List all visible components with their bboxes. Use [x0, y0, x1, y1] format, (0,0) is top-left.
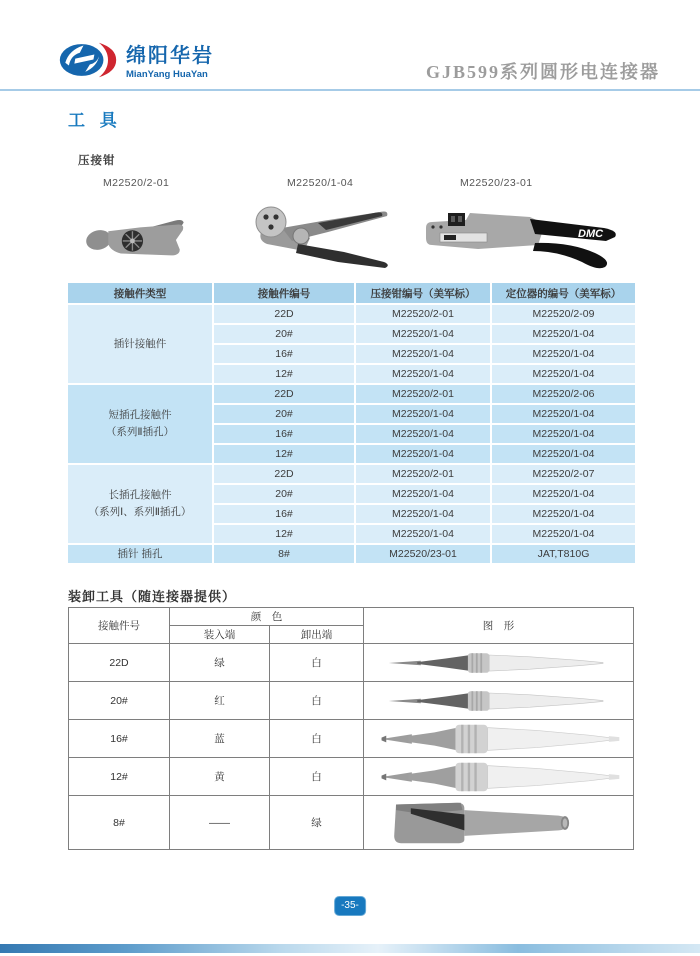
unload-header-row-1 [69, 608, 634, 626]
unload-table-row [69, 644, 634, 682]
col-header-color: 颜 色 [170, 608, 364, 626]
contact-id-cell: 22D [69, 644, 170, 682]
company-name-cn: 绵阳华岩 [126, 44, 214, 67]
crimp-table-cell: M22520/1-04 [491, 324, 636, 344]
contact-id-cell: 20# [69, 682, 170, 720]
crimp-table-cell: M22520/1-04 [491, 424, 636, 444]
crimper-model-3: M22520/23-01 [460, 177, 533, 189]
crimper-image-3 [418, 200, 623, 280]
crimp-table-cell: 20# [213, 324, 355, 344]
crimp-table-cell: M22520/1-04 [355, 344, 491, 364]
col-header-contact-type: 接触件类型 [67, 282, 213, 304]
crimp-table-cell: 12# [213, 444, 355, 464]
crimp-table-cell: M22520/1-04 [355, 504, 491, 524]
crimp-pliers-label: 压接钳 [78, 155, 116, 167]
contact-type-cell: 长插孔接触件 （系列Ⅰ、系列Ⅱ插孔） [67, 464, 213, 544]
col-header-contact-id: 接触件号 [69, 608, 170, 644]
extraction-tool-medium-image [364, 720, 634, 758]
insert-end-color-cell: 红 [170, 682, 270, 720]
crimp-table-cell: M22520/1-04 [491, 524, 636, 544]
crimp-table-cell: M22520/1-04 [491, 364, 636, 384]
company-logo [58, 37, 214, 88]
crimper-image-1 [80, 210, 210, 273]
logo-text [126, 45, 214, 80]
crimp-table-cell: M22520/1-04 [355, 484, 491, 504]
col-header-insert-end: 装入端 [170, 626, 270, 644]
unload-table-row [69, 720, 634, 758]
crimp-table-cell: 16# [213, 504, 355, 524]
insert-end-color-cell: 黄 [170, 758, 270, 796]
crimp-table-cell: 20# [213, 484, 355, 504]
extraction-tool-large-image [364, 796, 634, 850]
crimp-table-cell: M22520/2-01 [355, 304, 491, 324]
contact-type-cell: 插针接触件 [67, 304, 213, 384]
crimp-table-body [67, 304, 636, 564]
crimp-table-row [67, 384, 636, 404]
unload-tools-table [68, 607, 634, 850]
crimp-table-cell: M22520/1-04 [491, 344, 636, 364]
crimp-table-row [67, 464, 636, 484]
page-number-badge: -35- [334, 896, 366, 916]
crimp-table-cell: M22520/1-04 [491, 484, 636, 504]
crimp-table-cell: M22520/2-06 [491, 384, 636, 404]
crimp-table-cell: M22520/1-04 [355, 444, 491, 464]
crimper-model-2: M22520/1-04 [287, 177, 354, 189]
insert-end-color-cell: 绿 [170, 644, 270, 682]
crimp-table-cell: M22520/2-07 [491, 464, 636, 484]
crimp-table-cell: 16# [213, 424, 355, 444]
col-header-positioner: 定位器的编号（美军标） [491, 282, 636, 304]
extract-end-color-cell: 白 [270, 758, 364, 796]
extraction-tool-small-image [364, 644, 634, 682]
crimp-table-cell: M22520/2-01 [355, 464, 491, 484]
unload-table-row [69, 796, 634, 850]
crimp-table-cell: 12# [213, 364, 355, 384]
crimp-table-cell: M22520/1-04 [491, 504, 636, 524]
col-header-contact-number: 接触件编号 [213, 282, 355, 304]
header-divider [0, 89, 700, 91]
col-header-crimper-number: 压接钳编号（美军标） [355, 282, 491, 304]
page-header [58, 34, 660, 88]
extract-end-color-cell: 白 [270, 644, 364, 682]
crimp-table-cell: M22520/1-04 [491, 444, 636, 464]
crimper-image-2 [248, 200, 393, 277]
extraction-tool-medium-image [364, 758, 634, 796]
crimp-table-cell: 22D [213, 464, 355, 484]
crimp-table-cell: 8# [213, 544, 355, 564]
insert-end-color-cell: 蓝 [170, 720, 270, 758]
unload-tools-title: 装卸工具（随连接器提供） [68, 589, 237, 604]
unload-table-row [69, 682, 634, 720]
crimp-selection-table [66, 281, 637, 565]
crimp-table-cell: M22520/1-04 [355, 324, 491, 344]
extract-end-color-cell: 绿 [270, 796, 364, 850]
crimp-table-cell: M22520/2-01 [355, 384, 491, 404]
contact-id-cell: 16# [69, 720, 170, 758]
crimp-table-cell: M22520/1-04 [355, 524, 491, 544]
extraction-tool-small-image [364, 682, 634, 720]
crimp-table-row [67, 304, 636, 324]
contact-type-cell: 短插孔接触件 （系列Ⅱ插孔） [67, 384, 213, 464]
col-header-extract-end: 卸出端 [270, 626, 364, 644]
insert-end-color-cell: —— [170, 796, 270, 850]
section-title-tools: 工 具 [68, 111, 122, 130]
extract-end-color-cell: 白 [270, 682, 364, 720]
crimp-table-cell: 20# [213, 404, 355, 424]
crimp-table-cell: M22520/2-09 [491, 304, 636, 324]
crimp-table-header-row [67, 282, 636, 304]
crimp-table-cell: 12# [213, 524, 355, 544]
contact-id-cell: 12# [69, 758, 170, 796]
crimper-model-1: M22520/2-01 [103, 177, 170, 189]
extract-end-color-cell: 白 [270, 720, 364, 758]
footer-gradient-bar [0, 944, 700, 953]
unload-table-body [69, 644, 634, 850]
contact-id-cell: 8# [69, 796, 170, 850]
contact-type-cell: 插针 插孔 [67, 544, 213, 564]
col-header-figure: 图 形 [364, 608, 634, 644]
crimp-table-cell: M22520/1-04 [355, 424, 491, 444]
logo-emblem-icon [58, 37, 118, 88]
crimp-table-cell: 22D [213, 304, 355, 324]
crimp-table-cell: M22520/1-04 [355, 364, 491, 384]
crimp-table-cell: 22D [213, 384, 355, 404]
company-name-en: MianYang HuaYan [126, 68, 208, 80]
document-title: GJB599系列圆形电连接器 [425, 62, 660, 82]
crimp-table-cell: JAT,T810G [491, 544, 636, 564]
crimp-table-cell: M22520/23-01 [355, 544, 491, 564]
crimp-table-cell: 16# [213, 344, 355, 364]
crimp-table-row [67, 544, 636, 564]
unload-table-row [69, 758, 634, 796]
crimper-brand-text: DMC [578, 228, 604, 240]
crimp-table-cell: M22520/1-04 [491, 404, 636, 424]
crimp-table-cell: M22520/1-04 [355, 404, 491, 424]
